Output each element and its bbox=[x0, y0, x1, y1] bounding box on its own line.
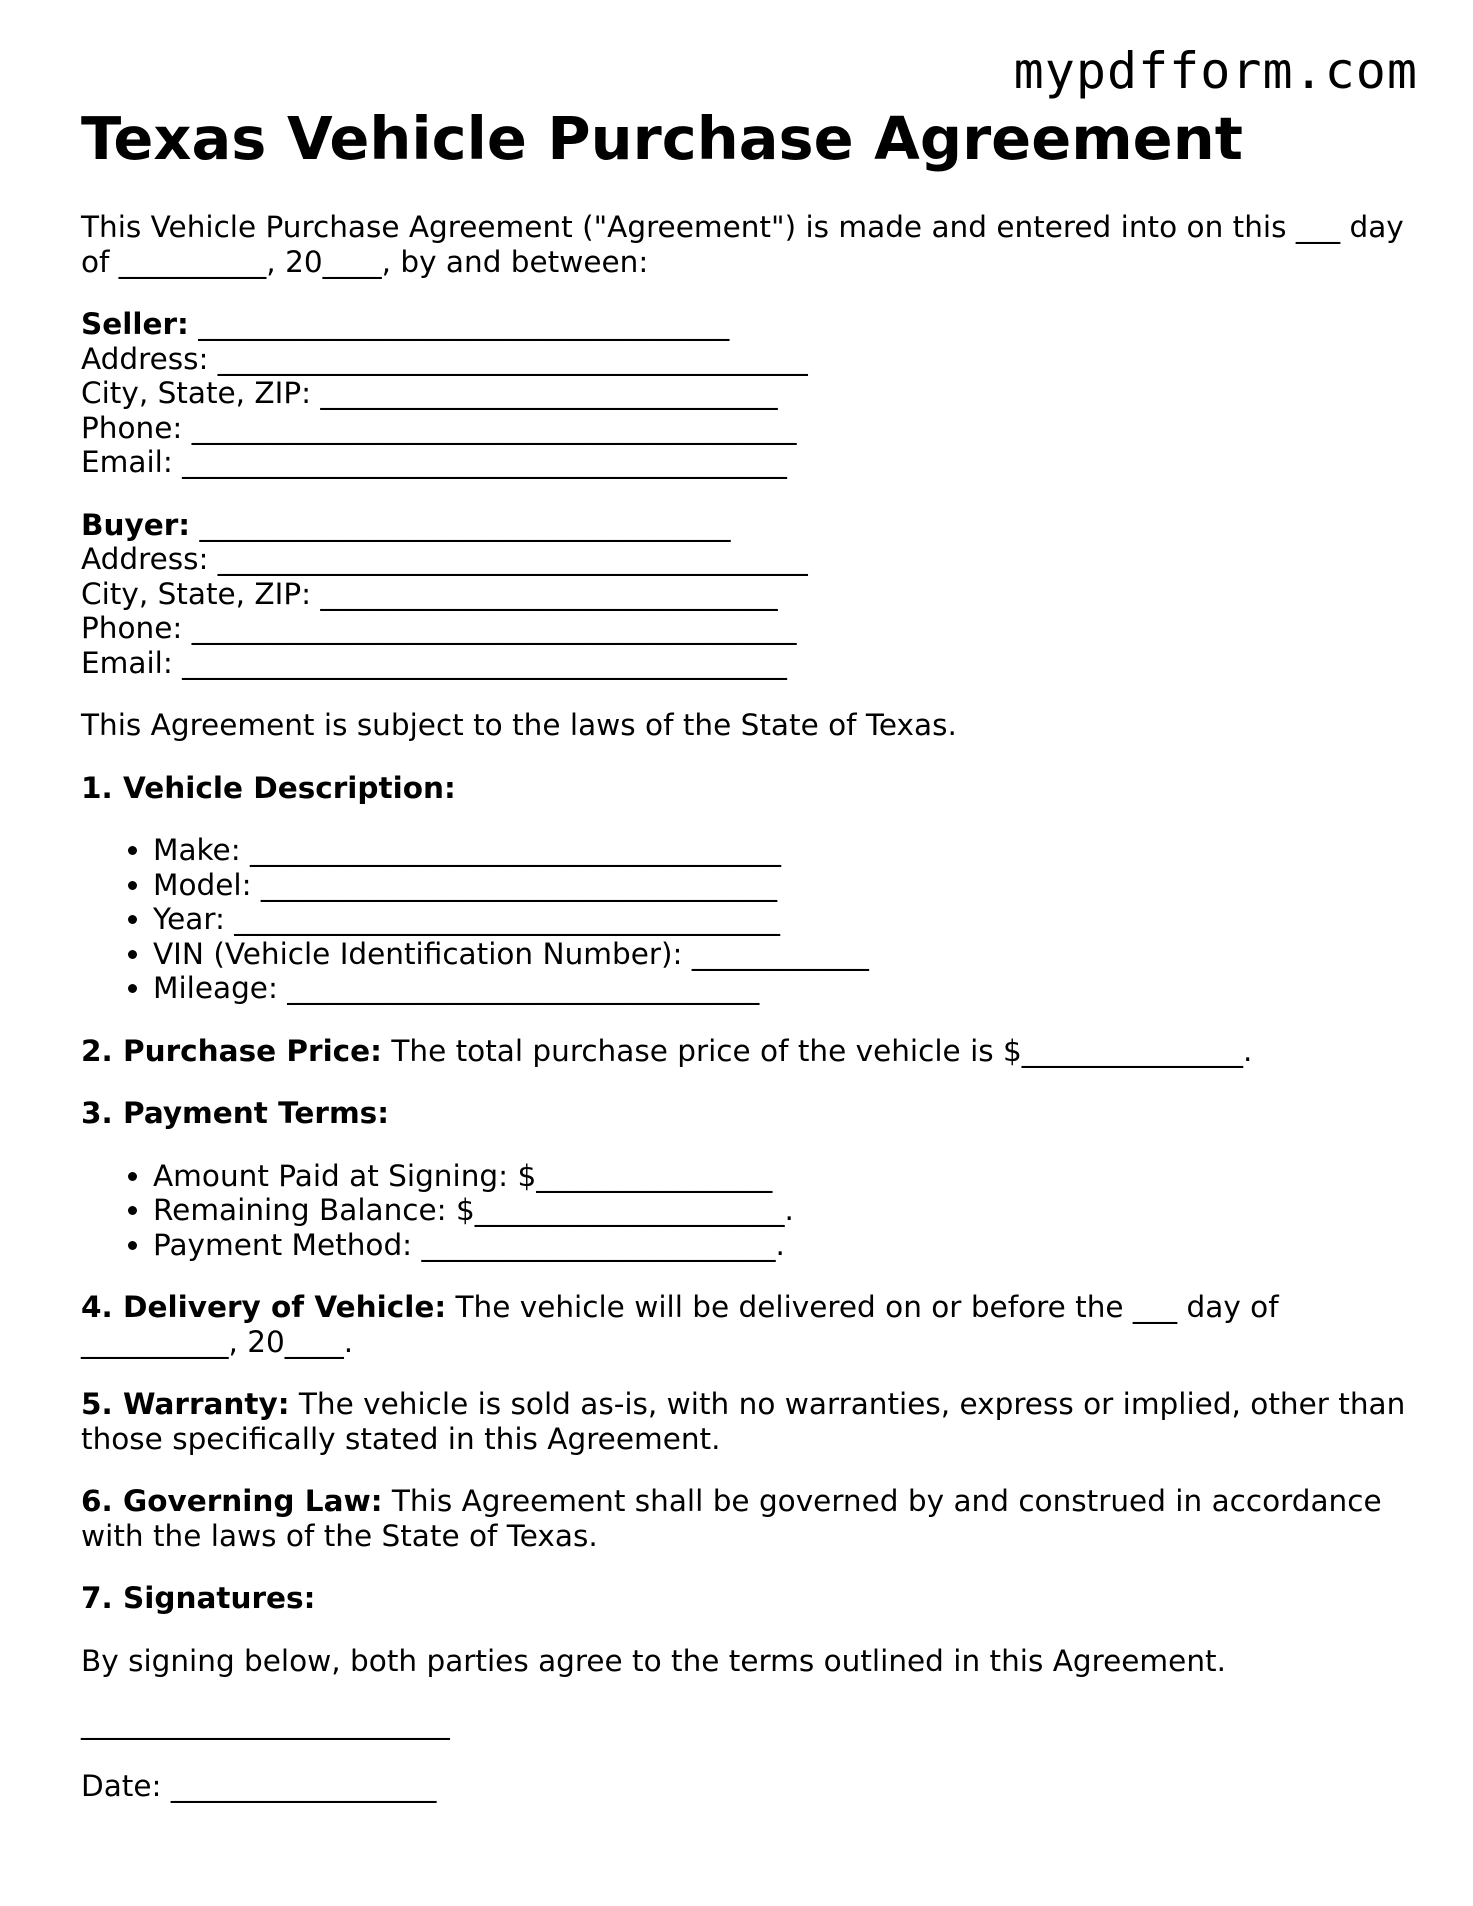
buyer-phone-field[interactable]: Phone: _________________________________________ bbox=[81, 611, 797, 645]
signatures-text: By signing below, both parties agree to the terms outlined in this Agreement. bbox=[81, 1643, 1226, 1678]
page-title: Texas Vehicle Purchase Agreement bbox=[81, 104, 1243, 173]
vehicle-mileage-field[interactable]: • Mileage: ________________________________ bbox=[153, 971, 1411, 1006]
seller-label: Seller: bbox=[81, 307, 189, 341]
intro-line-1: This Vehicle Purchase Agreement ("Agreement") is made and entered into on this ___ day bbox=[81, 210, 1404, 244]
vehicle-list bbox=[81, 833, 1411, 1006]
section-vehicle-heading bbox=[81, 771, 1411, 806]
delivery-text-2[interactable]: __________, 20____. bbox=[81, 1324, 354, 1359]
amount-paid-field[interactable]: • Amount Paid at Signing: $________________ bbox=[153, 1159, 1411, 1194]
buyer-city-field[interactable]: City, State, ZIP: _______________________________ bbox=[81, 576, 778, 611]
laws-statement: This Agreement is subject to the laws of the State of Texas. bbox=[81, 708, 957, 742]
section-heading: 4. Delivery of Vehicle: bbox=[81, 1290, 447, 1324]
seller-block bbox=[81, 307, 1411, 480]
buyer-name-line[interactable] bbox=[81, 508, 1411, 543]
warranty-text-1: The vehicle is sold as-is, with no warranties, express or implied, other than bbox=[289, 1387, 1406, 1421]
delivery-text-1[interactable]: The vehicle will be delivered on or before the ___ day of bbox=[446, 1290, 1279, 1324]
section-heading: 1. Vehicle Description: bbox=[81, 770, 456, 805]
buyer-label: Buyer: bbox=[81, 507, 191, 542]
section-warranty bbox=[81, 1387, 1411, 1456]
section-heading: 2. Purchase Price: bbox=[81, 1033, 382, 1068]
governing-text-2: with the laws of the State of Texas. bbox=[81, 1518, 598, 1553]
buyer-block bbox=[81, 508, 1411, 681]
buyer-address-field[interactable]: Address: ________________________________________ bbox=[81, 542, 808, 576]
seller-city-field[interactable]: City, State, ZIP: _______________________________ bbox=[81, 376, 778, 410]
intro-line-2: of __________, 20____, by and between: bbox=[81, 244, 649, 279]
seller-name-line[interactable] bbox=[81, 307, 1411, 342]
section-heading: 3. Payment Terms: bbox=[81, 1096, 390, 1130]
payment-list bbox=[81, 1159, 1411, 1263]
governing-text-1: This Agreement shall be governed by and construed in accordance bbox=[382, 1484, 1382, 1518]
seller-phone-field[interactable]: Phone: _________________________________________ bbox=[81, 410, 797, 445]
date-field[interactable]: Date: __________________ bbox=[81, 1768, 437, 1803]
seller-name-blank[interactable]: ____________________________________ bbox=[188, 307, 730, 341]
payment-method-field[interactable]: • Payment Method: ________________________. bbox=[153, 1228, 1411, 1263]
intro-paragraph bbox=[81, 210, 1411, 279]
vehicle-year-field[interactable]: • Year: _____________________________________ bbox=[153, 902, 1411, 937]
section-price[interactable] bbox=[81, 1034, 1411, 1069]
section-heading: 6. Governing Law: bbox=[81, 1484, 383, 1518]
document-body bbox=[81, 210, 1411, 1831]
buyer-email-field[interactable]: Email: _________________________________________ bbox=[81, 645, 787, 680]
vehicle-vin-field[interactable]: • VIN (Vehicle Identification Number): ____________ bbox=[153, 937, 1411, 972]
seller-email-field[interactable]: Email: _________________________________________ bbox=[81, 445, 787, 479]
vehicle-model-field[interactable]: • Model: ___________________________________ bbox=[153, 868, 1411, 903]
warranty-text-2: those specifically stated in this Agreement. bbox=[81, 1421, 721, 1456]
price-text[interactable]: The total purchase price of the vehicle is $_______________. bbox=[381, 1033, 1253, 1068]
watermark-text: mypdfform.com bbox=[1013, 42, 1418, 100]
section-delivery[interactable] bbox=[81, 1290, 1411, 1359]
remaining-balance-field[interactable]: • Remaining Balance: $_____________________. bbox=[153, 1193, 1411, 1228]
seller-address-field[interactable]: Address: ________________________________________ bbox=[81, 341, 808, 376]
section-governing-law bbox=[81, 1484, 1411, 1553]
section-signatures-heading bbox=[81, 1581, 1411, 1616]
vehicle-make-field[interactable]: • Make: ____________________________________ bbox=[153, 833, 1411, 868]
section-payment-heading bbox=[81, 1096, 1411, 1131]
buyer-name-blank[interactable]: ____________________________________ bbox=[190, 507, 731, 542]
section-heading: 7. Signatures: bbox=[81, 1581, 316, 1615]
section-heading: 5. Warranty: bbox=[81, 1387, 290, 1421]
signature-line[interactable]: _________________________ bbox=[81, 1706, 450, 1740]
